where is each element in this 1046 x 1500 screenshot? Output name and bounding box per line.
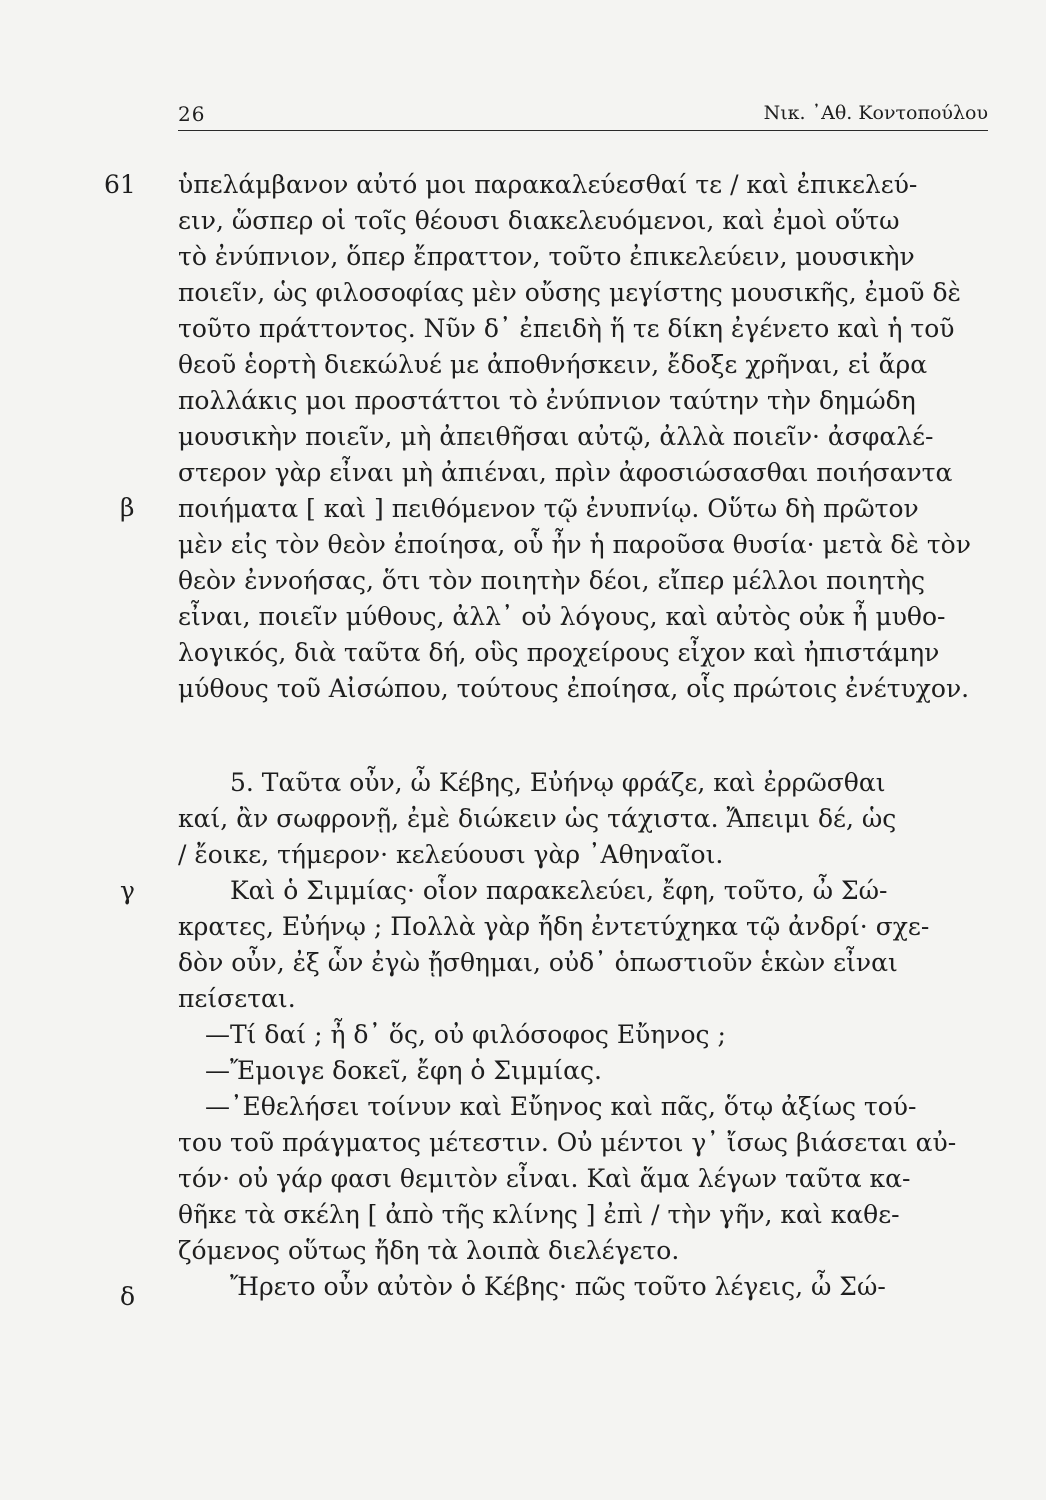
text-line: θεοῦ ἑορτὴ διεκώλυέ με ἀποθνήσκειν, ἔδοξε χρῆναι, εἰ ἄρα [178,350,928,379]
text-line: ὑπελάμβανον αὐτό μοι παρακαλεύεσθαί τε / καὶ ἐπικελεύ- [178,170,918,199]
text-line: Ἤρετο οὖν αὐτὸν ὁ Κέβης· πῶς τοῦτο λέγεις, ὦ Σώ- [230,1272,886,1301]
text-line: τοῦτο πράττοντος. Νῦν δ᾿ ἐπειδὴ ἥ τε δίκη ἐγένετο καὶ ἡ τοῦ [178,314,955,343]
text-line: κρατες, Εὐήνῳ ; Πολλὰ γὰρ ἤδη ἐντετύχηκα τῷ ἀνδρί· σχε- [178,912,930,941]
dialogue-line: —Ἔμοιγε δοκεῖ, ἔφη ὁ Σιμμίας. [205,1056,602,1085]
text-line: τὸ ἐνύπνιον, ὅπερ ἔπραττον, τοῦτο ἐπικελεύειν, μουσικὴν [178,242,915,271]
text-line: του τοῦ πράγματος μέτεστιν. Οὐ μέντοι γ᾿ ἴσως βιάσεται αὐ- [178,1128,957,1157]
text-line: πείσεται. [178,984,296,1013]
margin-marker-delta: δ [120,1282,136,1311]
text-line: ποιεῖν, ὡς φιλοσοφίας μὲν οὔσης μεγίστης μουσικῆς, ἐμοῦ δὲ [178,278,961,307]
margin-marker-61: 61 [104,170,136,199]
text-line: καί, ἂν σωφρονῇ, ἐμὲ διώκειν ὡς τάχιστα. Ἄπειμι δέ, ὡς [178,804,897,833]
text-line: λογικός, διὰ ταῦτα δή, οὓς προχείρους εἶχον καὶ ἠπιστάμην [178,638,940,667]
text-line: ζόμενος οὕτως ἤδη τὰ λοιπὰ διελέγετο. [178,1236,680,1265]
dialogue-line: —Τί δαί ; ἦ δ᾿ ὅς, οὐ φιλόσοφος Εὔηνος ; [205,1020,726,1049]
margin-marker-beta: β [120,493,135,522]
dialogue-line: —᾿Εθελήσει τοίνυν καὶ Εὔηνος καὶ πᾶς, ὅτῳ ἀξίως τού- [205,1092,917,1121]
text-line: Καὶ ὁ Σιμμίας· οἷον παρακελεύει, ἔφη, τοῦτο, ὦ Σώ- [230,876,888,905]
text-line: / ἔοικε, τήμερον· κελεύουσι γὰρ ᾿Αθηναῖοι. [178,840,724,869]
page-header [178,100,988,131]
text-line: ποιήματα [ καὶ ] πειθόμενον τῷ ἐνυπνίῳ. Οὕτω δὴ πρῶτον [178,494,919,523]
text-line: τόν· οὐ γάρ φασι θεμιτὸν εἶναι. Καὶ ἅμα λέγων ταῦτα κα- [178,1164,911,1193]
text-line: εἶναι, ποιεῖν μύθους, ἀλλ᾿ οὐ λόγους, καὶ αὐτὸς οὐκ ἦ μυθο- [178,602,946,631]
text-line: μὲν εἰς τὸν θεὸν ἐποίησα, οὗ ἦν ἡ παροῦσα θυσία· μετὰ δὲ τὸν [178,530,971,559]
text-line: ειν, ὥσπερ οἱ τοῖς θέουσι διακελευόμενοι, καὶ ἐμοὶ οὕτω [178,206,900,235]
text-line: μύθους τοῦ Αἰσώπου, τούτους ἐποίησα, οἷς πρώτοις ἐνέτυχον. [178,674,970,703]
section-5-start-line: 5. Ταῦτα οὖν, ὦ Κέβης, Εὐήνῳ φράζε, καὶ ἐρρῶσθαι [230,768,886,797]
text-line: πολλάκις μοι προστάττοι τὸ ἐνύπνιον ταύτην τὴν δημώδη [178,386,916,415]
text-line: δὸν οὖν, ἐξ ὧν ἐγὼ ᾔσθημαι, οὐδ᾿ ὁπωστιοῦν ἑκὼν εἶναι [178,948,898,977]
page-number: 26 [178,102,206,126]
margin-marker-gamma: γ [120,876,135,905]
running-head: Νικ. ᾿Αθ. Κοντοπούλου [763,102,988,124]
text-line: στερον γὰρ εἶναι μὴ ἀπιέναι, πρὶν ἀφοσιώσασθαι ποιήσαντα [178,458,953,487]
text-line: θεὸν ἐννοήσας, ὅτι τὸν ποιητὴν δέοι, εἴπερ μέλλοι ποιητὴς [178,566,926,595]
text-line: μουσικὴν ποιεῖν, μὴ ἀπειθῆσαι αὐτῷ, ἀλλὰ ποιεῖν· ἀσφαλέ- [178,422,934,451]
text-line: θῆκε τὰ σκέλη [ ἀπὸ τῆς κλίνης ] ἐπὶ / τὴν γῆν, καὶ καθε- [178,1200,900,1229]
